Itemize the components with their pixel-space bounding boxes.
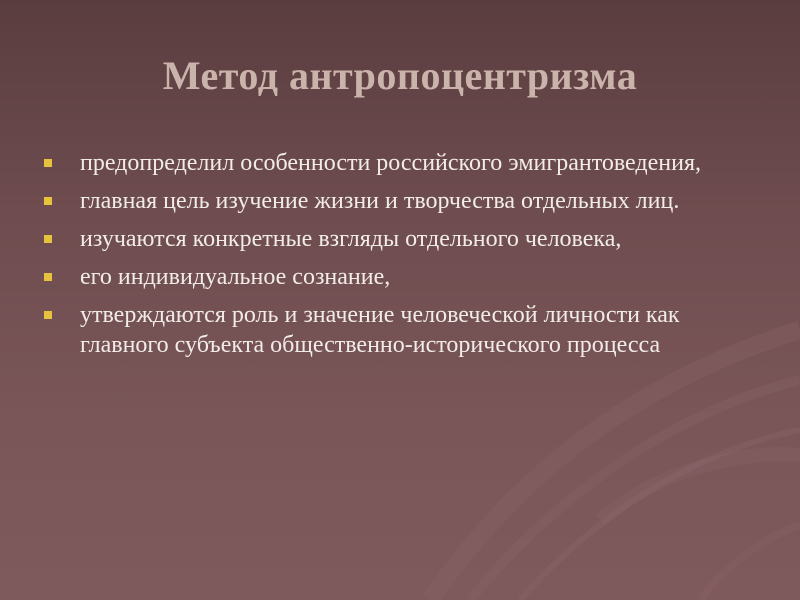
square-bullet-icon [44, 159, 52, 167]
slide-title: Метод антропоцентризма [162, 53, 638, 98]
bullet-text: главная цель изучение жизни и творчества отдельных лиц. [80, 188, 680, 214]
square-bullet-icon [44, 235, 52, 243]
square-bullet-icon [44, 311, 52, 319]
list-item [42, 186, 742, 216]
list-item [42, 148, 742, 178]
square-bullet-icon [44, 273, 52, 281]
bullet-text: изучаются конкретные взгляды отдельного человека, [80, 226, 622, 252]
bullet-text: утверждаются роль и значение человеческой личности как главного субъекта общественно-исторического процесса [80, 302, 680, 358]
square-bullet-icon [44, 197, 52, 205]
bullet-text: его индивидуальное сознание, [80, 264, 391, 290]
bullet-text: предопределил особенности российского эмигрантоведения, [80, 150, 701, 176]
list-item [42, 300, 742, 360]
list-item [42, 262, 742, 292]
list-item [42, 224, 742, 254]
bullet-list [42, 148, 742, 368]
